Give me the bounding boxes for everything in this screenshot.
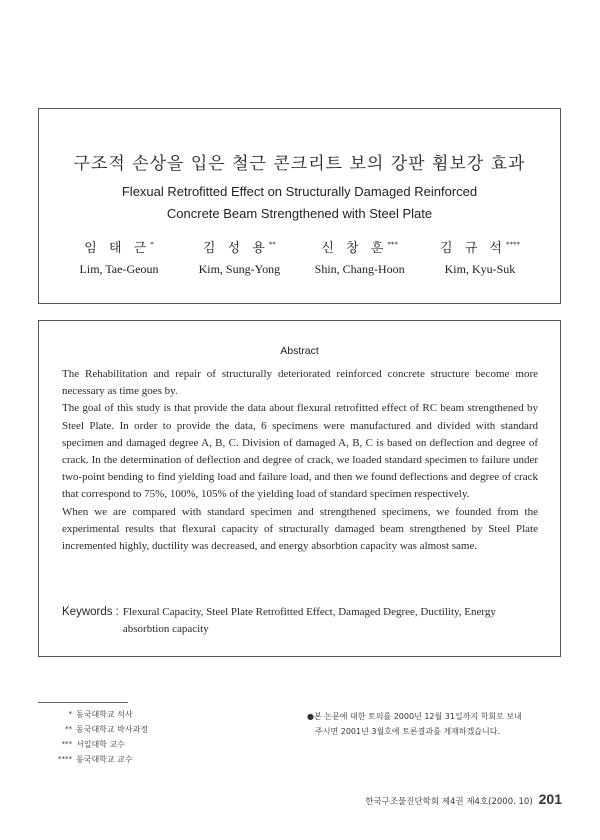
author-mark: * [150,240,154,249]
affiliation-item [40,737,260,752]
english-title-line-2: Concrete Beam Strengthened with Steel Plate [166,206,433,221]
affiliation-text: 서일대학 교수 [76,740,125,749]
author [300,237,420,277]
author-mark: **** [505,240,520,249]
page-footer [365,791,562,807]
author-mark: ** [268,240,276,249]
author-name-kr: 신 창 훈 [321,241,388,256]
author-affiliations [40,707,260,767]
keywords-label: Keywords : [62,606,119,618]
affiliation-text: 동국대학교 교수 [76,755,133,764]
affiliation-mark: ** [65,725,72,733]
author-name-kr: 김 규 석 [440,241,506,256]
author-name-en: Kim, Kyu-Suk [444,262,516,276]
author-mark: *** [387,240,398,249]
affiliation-mark: *** [61,740,72,748]
affiliation-item [40,722,260,737]
author [420,237,540,277]
affiliation-mark: **** [58,755,72,763]
affiliation-item [40,752,260,767]
affiliation-mark: * [68,710,72,718]
title-block [38,108,561,304]
discussion-note-line-2: 주시면 2001년 3월호에 토론결과를 게재하겠습니다. [315,727,500,736]
keywords [62,604,538,638]
affiliation-text: 동국대학교 박사과정 [76,725,149,734]
abstract-body [62,366,538,555]
abstract-paragraph: The Rehabilitation and repair of structurally deteriorated reinforced concrete structure become more necessary as time goes by. [62,368,538,398]
discussion-note-line-1: ●본 논문에 대한 토의를 2000년 12월 31일까지 학회로 보내 [307,712,522,721]
author-name-en: Kim, Sung-Yong [198,262,281,276]
english-title-line-1: Flexual Retrofitted Effect on Structurally Damaged Reinforced [121,184,478,199]
keywords-text: Flexural Capacity, Steel Plate Retrofitted Effect, Damaged Degree, Ductility, Energy absorbtion capacity [122,606,496,635]
author [59,237,179,277]
english-title [39,181,560,225]
author-name-kr: 김 성 용 [202,241,269,256]
author-name-kr: 임 태 근 [84,241,151,256]
page-number: 201 [538,791,562,807]
abstract-paragraph: The goal of this study is that provide the data about flexural retrofitted effect of RC beam strengthened by Steel Plate. In order to provide the data, 6 specimens were manufactured and divided with standard specimen and damaged degree A, B, C. Division of damaged A, B, C is based on deflection and degree of crack. In the determination of deflection and degree of crack, we loaded standard specimen to failure under two-point bending to find yielding load and failure load, and then we found deflections and degree of crack that correspond to 75%, 100%, 105% of the yielding load of standard specimen respectively. [62,402,538,501]
author-name-en: Lim, Tae-Geoun [79,262,159,276]
abstract-paragraph: When we are compared with standard specimen and strengthened specimens, we founded from the experimental results that flexural capacity of structurally damaged beam strengthened by Steel Plate incremented highly, ductility was decreased, and energy absorbtion capacity was almost same. [62,505,538,553]
discussion-note [307,709,565,739]
abstract-block [38,320,561,657]
author-name-en: Shin, Chang-Hoon [314,262,405,276]
author [179,237,299,277]
affiliation-text: 동국대학교 석사 [76,710,133,719]
affiliation-item [40,707,260,722]
korean-title: 구조적 손상을 입은 철근 콘크리트 보의 강판 휨보강 효과 [73,154,526,174]
footnote-divider [38,702,128,703]
journal-citation: 한국구조물진단학회 제4권 제4호(2000. 10) [365,797,533,807]
abstract-heading: Abstract [280,345,319,357]
author-list [59,237,540,277]
